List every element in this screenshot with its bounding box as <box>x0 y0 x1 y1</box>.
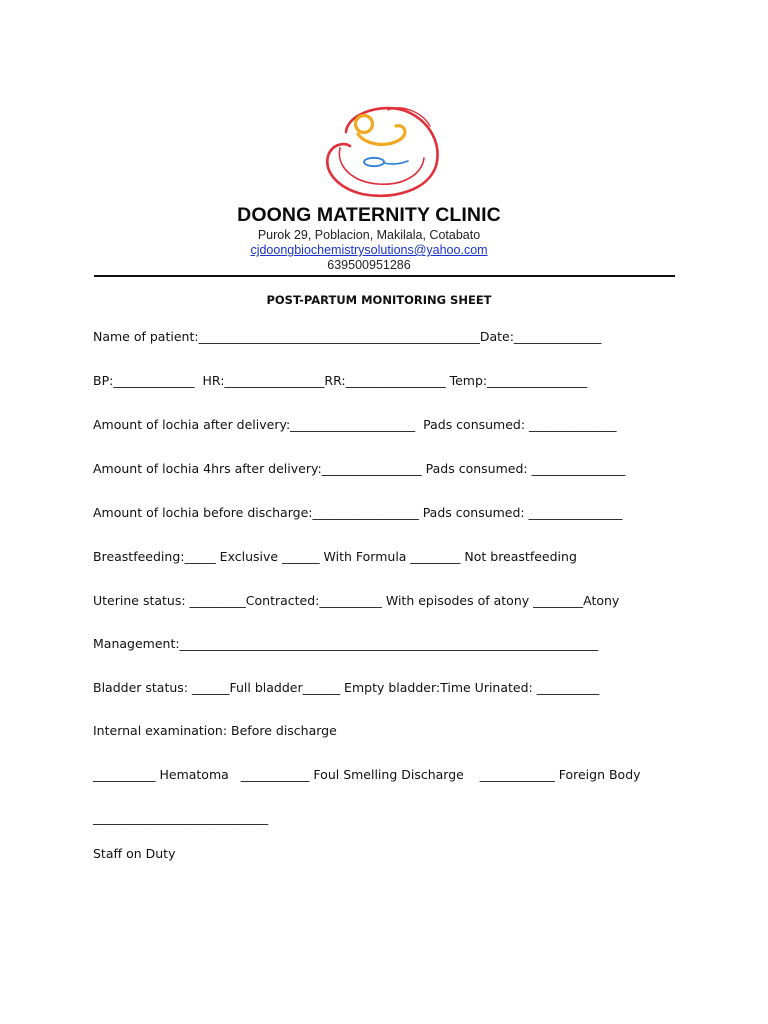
form-line-vital-signs[interactable]: BP:_____________ HR:________________RR:________________ Temp:________________ <box>93 373 588 388</box>
logo-mother-head <box>356 116 373 133</box>
form-line-lochia-before-discharge[interactable]: Amount of lochia before discharge:_________________ Pads consumed: _______________ <box>93 505 623 520</box>
form-line-patient-name-date[interactable]: Name of patient:_____________________________________________Date:______________ <box>93 329 602 344</box>
form-line-lochia-4hrs[interactable]: Amount of lochia 4hrs after delivery:________________ Pads consumed: _______________ <box>93 461 626 476</box>
clinic-name: DOONG MATERNITY CLINIC <box>237 204 501 226</box>
logo-baby <box>364 158 384 166</box>
staff-signature-line[interactable]: ____________________________ <box>93 810 268 825</box>
logo-baby-tail <box>384 161 408 164</box>
form-line-breastfeeding[interactable]: Breastfeeding:_____ Exclusive ______ With Formula ________ Not breastfeeding <box>93 549 577 564</box>
clinic-email-link[interactable]: cjdoongbiochemistrysolutions@yahoo.com <box>250 243 488 257</box>
clinic-address: Purok 29, Poblacion, Makilala, Cotabato <box>257 228 481 242</box>
form-line-uterine-status[interactable]: Uterine status: _________Contracted:__________ With episodes of atony ________Atony <box>93 593 620 608</box>
form-line-internal-findings[interactable]: __________ Hematoma ___________ Foul Smelling Discharge ____________ Foreign Body <box>93 767 641 782</box>
logo-mother-body <box>358 126 405 145</box>
form-line-bladder-status[interactable]: Bladder status: ______Full bladder______ Empty bladder:Time Urinated: __________ <box>93 680 600 695</box>
form-line-management[interactable]: Management:___________________________________________________________________ <box>93 636 599 651</box>
form-line-lochia-after-delivery[interactable]: Amount of lochia after delivery:____________________ Pads consumed: ______________ <box>93 417 617 432</box>
logo-swirl-outer <box>327 108 437 196</box>
clinic-logo <box>318 100 450 204</box>
clinic-phone: 639500951286 <box>327 258 411 272</box>
form-heading-internal-examination: Internal examination: Before discharge <box>93 723 337 738</box>
staff-on-duty-label: Staff on Duty <box>93 846 176 861</box>
sheet-title: POST-PARTUM MONITORING SHEET <box>266 293 492 307</box>
header-divider <box>94 275 675 277</box>
clinic-header <box>0 203 768 273</box>
logo-swirl-inner <box>339 148 424 184</box>
